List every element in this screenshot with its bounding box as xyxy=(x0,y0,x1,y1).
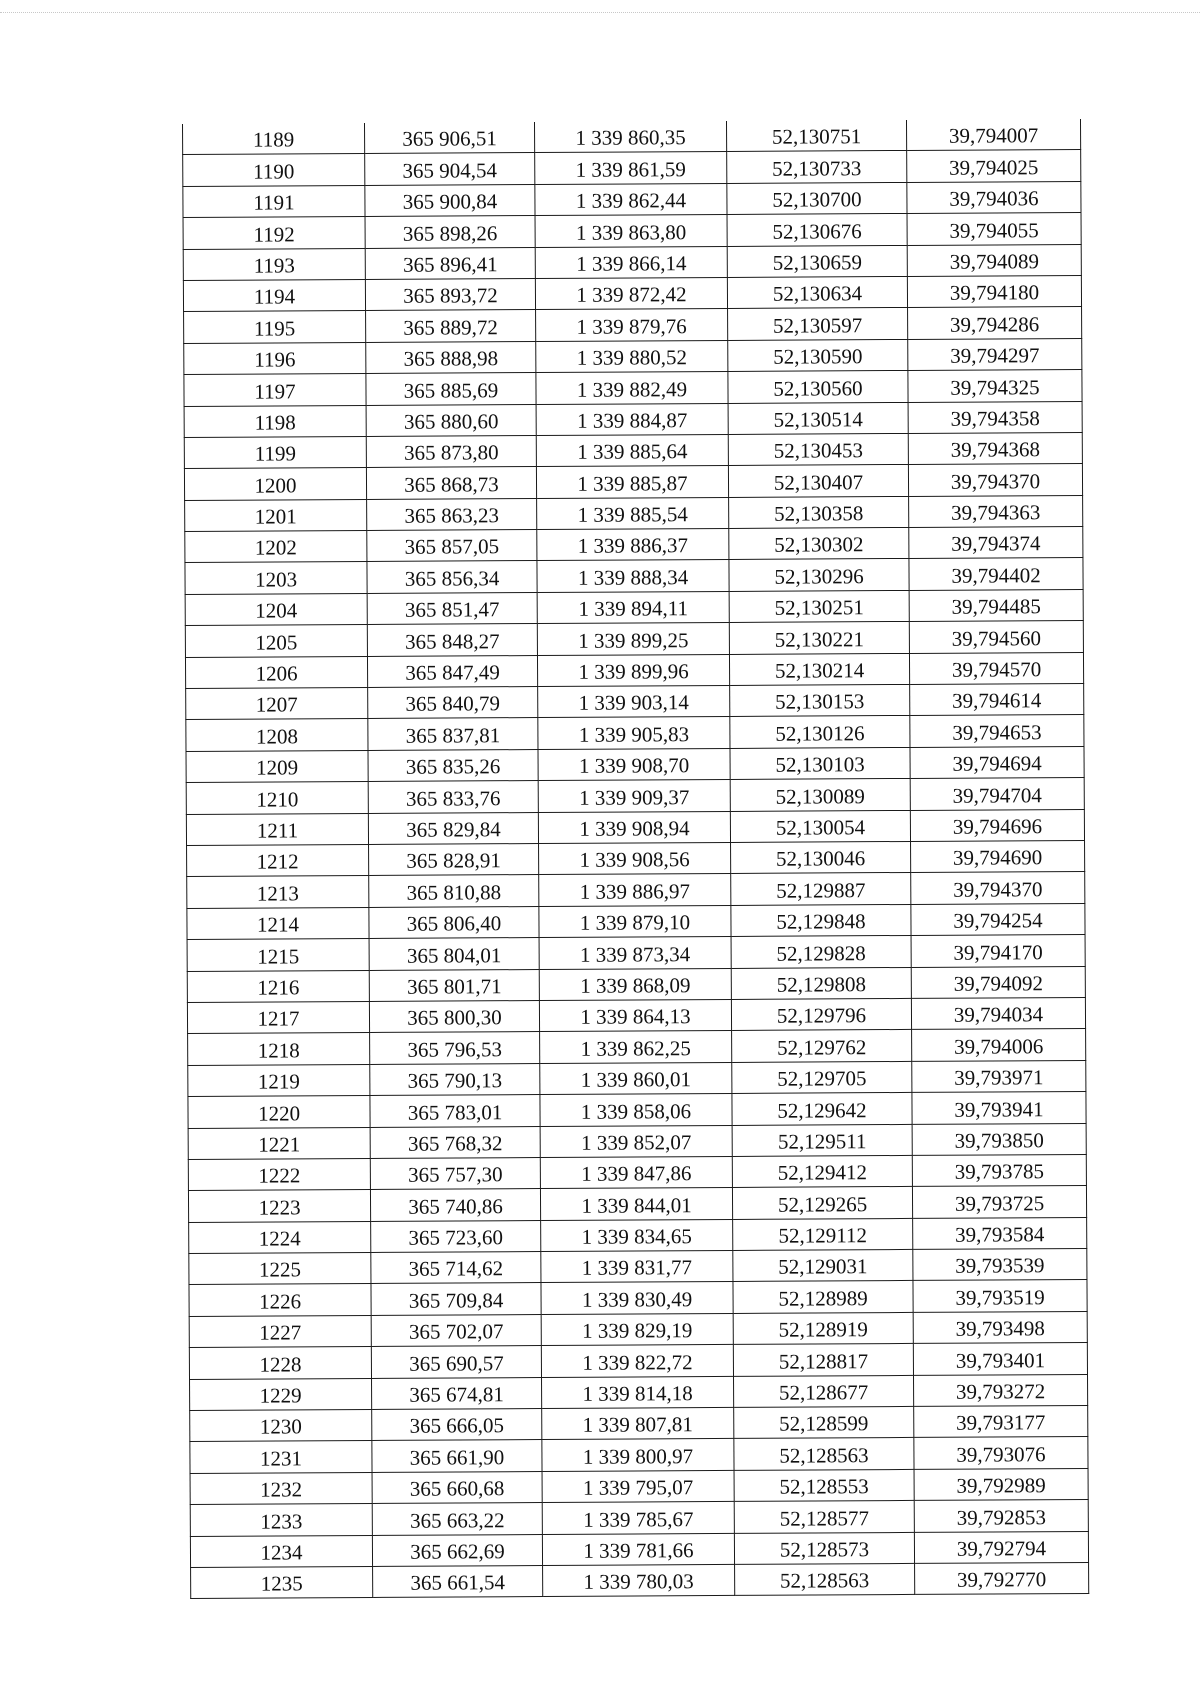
longitude-cell: 39,794180 xyxy=(907,275,1081,307)
table-row xyxy=(185,558,1083,594)
x-coordinate-cell: 365 889,72 xyxy=(366,310,536,342)
x-coordinate-cell: 365 801,71 xyxy=(369,969,539,1001)
longitude-cell: 39,793941 xyxy=(912,1092,1086,1124)
x-coordinate-cell: 365 709,84 xyxy=(371,1283,541,1315)
y-coordinate-cell: 1 339 814,18 xyxy=(542,1376,734,1408)
y-coordinate-cell: 1 339 847,86 xyxy=(540,1156,732,1188)
y-coordinate-cell: 1 339 862,44 xyxy=(535,183,727,215)
point-number-cell: 1191 xyxy=(183,185,365,217)
table-row xyxy=(185,495,1083,531)
latitude-cell: 52,129762 xyxy=(732,1030,912,1062)
point-number-cell: 1192 xyxy=(183,217,365,249)
latitude-cell: 52,128563 xyxy=(735,1563,915,1595)
x-coordinate-cell: 365 896,41 xyxy=(365,247,535,279)
longitude-cell: 39,794297 xyxy=(908,338,1082,370)
table-row xyxy=(185,589,1083,625)
latitude-cell: 52,129112 xyxy=(733,1218,913,1250)
y-coordinate-cell: 1 339 781,66 xyxy=(542,1533,734,1565)
point-number-cell: 1209 xyxy=(186,750,368,782)
table-row xyxy=(183,275,1081,311)
table-row xyxy=(183,244,1081,280)
latitude-cell: 52,130634 xyxy=(727,276,907,308)
y-coordinate-cell: 1 339 785,67 xyxy=(542,1502,734,1534)
y-coordinate-cell: 1 339 831,77 xyxy=(541,1251,733,1283)
x-coordinate-cell: 365 840,79 xyxy=(368,687,538,719)
y-coordinate-cell: 1 339 873,34 xyxy=(539,937,731,969)
table-row xyxy=(187,997,1085,1033)
longitude-cell: 39,794170 xyxy=(911,935,1085,967)
longitude-cell: 39,794286 xyxy=(908,307,1082,339)
y-coordinate-cell: 1 339 884,87 xyxy=(536,403,728,435)
longitude-cell: 39,794570 xyxy=(909,652,1083,684)
point-number-cell: 1231 xyxy=(190,1441,372,1473)
longitude-cell: 39,793971 xyxy=(912,1060,1086,1092)
y-coordinate-cell: 1 339 780,03 xyxy=(543,1564,735,1596)
latitude-cell: 52,129265 xyxy=(732,1187,912,1219)
table-row xyxy=(190,1531,1088,1567)
longitude-cell: 39,793498 xyxy=(913,1311,1087,1343)
longitude-cell: 39,793177 xyxy=(914,1405,1088,1437)
latitude-cell: 52,128817 xyxy=(733,1344,913,1376)
longitude-cell: 39,794370 xyxy=(908,464,1082,496)
longitude-cell: 39,793584 xyxy=(913,1217,1087,1249)
x-coordinate-cell: 365 888,98 xyxy=(366,341,536,373)
point-number-cell: 1234 xyxy=(190,1535,372,1567)
longitude-cell: 39,793785 xyxy=(912,1154,1086,1186)
x-coordinate-cell: 365 661,54 xyxy=(373,1565,543,1597)
table-row xyxy=(184,370,1082,406)
longitude-cell: 39,792853 xyxy=(914,1500,1088,1532)
table-row xyxy=(186,715,1084,751)
longitude-cell: 39,794560 xyxy=(909,621,1083,653)
x-coordinate-cell: 365 856,34 xyxy=(367,561,537,593)
x-coordinate-cell: 365 837,81 xyxy=(368,718,538,750)
longitude-cell: 39,794694 xyxy=(910,746,1084,778)
y-coordinate-cell: 1 339 885,54 xyxy=(537,497,729,529)
latitude-cell: 52,130514 xyxy=(728,402,908,434)
y-coordinate-cell: 1 339 860,01 xyxy=(540,1062,732,1094)
x-coordinate-cell: 365 900,84 xyxy=(365,184,535,216)
x-coordinate-cell: 365 848,27 xyxy=(367,624,537,656)
y-coordinate-cell: 1 339 863,80 xyxy=(535,215,727,247)
latitude-cell: 52,130590 xyxy=(728,339,908,371)
longitude-cell: 39,794254 xyxy=(911,903,1085,935)
x-coordinate-cell: 365 768,32 xyxy=(370,1126,540,1158)
point-number-cell: 1223 xyxy=(188,1190,370,1222)
y-coordinate-cell: 1 339 822,72 xyxy=(541,1345,733,1377)
point-number-cell: 1195 xyxy=(184,311,366,343)
latitude-cell: 52,130751 xyxy=(726,120,906,152)
point-number-cell: 1202 xyxy=(185,531,367,563)
longitude-cell: 39,794368 xyxy=(908,432,1082,464)
x-coordinate-cell: 365 690,57 xyxy=(371,1346,541,1378)
latitude-cell: 52,130302 xyxy=(729,528,909,560)
y-coordinate-cell: 1 339 886,97 xyxy=(539,874,731,906)
latitude-cell: 52,130221 xyxy=(729,622,909,654)
table-row xyxy=(187,903,1085,939)
table-row xyxy=(185,621,1083,657)
coordinates-table xyxy=(182,119,1089,1599)
table-row xyxy=(186,684,1084,720)
longitude-cell: 39,794485 xyxy=(909,589,1083,621)
y-coordinate-cell: 1 339 862,25 xyxy=(540,1031,732,1063)
point-number-cell: 1205 xyxy=(185,625,367,657)
point-number-cell: 1221 xyxy=(188,1127,370,1159)
longitude-cell: 39,794402 xyxy=(909,558,1083,590)
longitude-cell: 39,794363 xyxy=(909,495,1083,527)
latitude-cell: 52,129848 xyxy=(731,904,911,936)
latitude-cell: 52,129642 xyxy=(732,1093,912,1125)
y-coordinate-cell: 1 339 908,94 xyxy=(538,811,730,843)
latitude-cell: 52,130126 xyxy=(730,716,910,748)
x-coordinate-cell: 365 833,76 xyxy=(368,781,538,813)
point-number-cell: 1224 xyxy=(189,1221,371,1253)
y-coordinate-cell: 1 339 844,01 xyxy=(540,1188,732,1220)
latitude-cell: 52,130103 xyxy=(730,747,910,779)
y-coordinate-cell: 1 339 882,49 xyxy=(536,372,728,404)
x-coordinate-cell: 365 873,80 xyxy=(366,435,536,467)
table-row xyxy=(188,1092,1086,1128)
longitude-cell: 39,793725 xyxy=(912,1186,1086,1218)
point-number-cell: 1222 xyxy=(188,1158,370,1190)
point-number-cell: 1216 xyxy=(187,970,369,1002)
longitude-cell: 39,792770 xyxy=(915,1562,1089,1594)
table-row xyxy=(187,935,1085,971)
y-coordinate-cell: 1 339 866,14 xyxy=(535,246,727,278)
longitude-cell: 39,793519 xyxy=(913,1280,1087,1312)
point-number-cell: 1228 xyxy=(189,1347,371,1379)
point-number-cell: 1225 xyxy=(189,1253,371,1285)
x-coordinate-cell: 365 810,88 xyxy=(369,875,539,907)
y-coordinate-cell: 1 339 880,52 xyxy=(536,340,728,372)
latitude-cell: 52,128563 xyxy=(734,1438,914,1470)
latitude-cell: 52,130700 xyxy=(727,182,907,214)
x-coordinate-cell: 365 904,54 xyxy=(365,153,535,185)
table-row xyxy=(187,966,1085,1002)
x-coordinate-cell: 365 806,40 xyxy=(369,906,539,938)
table-row xyxy=(189,1311,1087,1347)
longitude-cell: 39,794704 xyxy=(910,778,1084,810)
x-coordinate-cell: 365 674,81 xyxy=(372,1377,542,1409)
y-coordinate-cell: 1 339 852,07 xyxy=(540,1125,732,1157)
longitude-cell: 39,794653 xyxy=(910,715,1084,747)
longitude-cell: 39,793850 xyxy=(912,1123,1086,1155)
y-coordinate-cell: 1 339 795,07 xyxy=(542,1470,734,1502)
point-number-cell: 1232 xyxy=(190,1472,372,1504)
scan-page-edge xyxy=(0,12,1200,13)
point-number-cell: 1203 xyxy=(185,562,367,594)
point-number-cell: 1198 xyxy=(184,405,366,437)
x-coordinate-cell: 365 835,26 xyxy=(368,749,538,781)
latitude-cell: 52,130054 xyxy=(730,810,910,842)
latitude-cell: 52,130407 xyxy=(728,465,908,497)
x-coordinate-cell: 365 723,60 xyxy=(371,1220,541,1252)
table-row xyxy=(182,119,1080,155)
latitude-cell: 52,128989 xyxy=(733,1281,913,1313)
point-number-cell: 1197 xyxy=(184,374,366,406)
point-number-cell: 1208 xyxy=(186,719,368,751)
table-row xyxy=(185,527,1083,563)
table-row xyxy=(188,1154,1086,1190)
x-coordinate-cell: 365 660,68 xyxy=(372,1471,542,1503)
point-number-cell: 1193 xyxy=(183,248,365,280)
table-row xyxy=(191,1562,1089,1598)
longitude-cell: 39,794025 xyxy=(907,150,1081,182)
x-coordinate-cell: 365 893,72 xyxy=(365,278,535,310)
x-coordinate-cell: 365 847,49 xyxy=(367,655,537,687)
longitude-cell: 39,793272 xyxy=(913,1374,1087,1406)
y-coordinate-cell: 1 339 888,34 xyxy=(537,560,729,592)
table-row xyxy=(186,778,1084,814)
point-number-cell: 1217 xyxy=(187,1001,369,1033)
y-coordinate-cell: 1 339 885,87 xyxy=(536,466,728,498)
table-row xyxy=(183,150,1081,186)
y-coordinate-cell: 1 339 861,59 xyxy=(535,152,727,184)
latitude-cell: 52,130453 xyxy=(728,433,908,465)
point-number-cell: 1229 xyxy=(190,1378,372,1410)
y-coordinate-cell: 1 339 899,25 xyxy=(537,623,729,655)
latitude-cell: 52,130046 xyxy=(731,841,911,873)
latitude-cell: 52,130676 xyxy=(727,214,907,246)
x-coordinate-cell: 365 868,73 xyxy=(366,467,536,499)
longitude-cell: 39,794034 xyxy=(911,997,1085,1029)
latitude-cell: 52,128577 xyxy=(734,1501,914,1533)
latitude-cell: 52,129031 xyxy=(733,1249,913,1281)
latitude-cell: 52,128919 xyxy=(733,1312,913,1344)
longitude-cell: 39,794374 xyxy=(909,527,1083,559)
table-row xyxy=(185,652,1083,688)
longitude-cell: 39,794325 xyxy=(908,370,1082,402)
point-number-cell: 1220 xyxy=(188,1096,370,1128)
longitude-cell: 39,793401 xyxy=(913,1343,1087,1375)
point-number-cell: 1196 xyxy=(184,342,366,374)
table-row xyxy=(184,464,1082,500)
x-coordinate-cell: 365 740,86 xyxy=(370,1189,540,1221)
latitude-cell: 52,130560 xyxy=(728,371,908,403)
longitude-cell: 39,794696 xyxy=(910,809,1084,841)
y-coordinate-cell: 1 339 908,56 xyxy=(539,842,731,874)
latitude-cell: 52,128573 xyxy=(734,1532,914,1564)
latitude-cell: 52,130153 xyxy=(730,684,910,716)
point-number-cell: 1235 xyxy=(191,1566,373,1598)
table-row xyxy=(189,1343,1087,1379)
x-coordinate-cell: 365 661,90 xyxy=(372,1440,542,1472)
table-row xyxy=(186,746,1084,782)
point-number-cell: 1215 xyxy=(187,939,369,971)
table-row xyxy=(190,1500,1088,1536)
table-row xyxy=(190,1405,1088,1441)
latitude-cell: 52,129796 xyxy=(731,998,911,1030)
longitude-cell: 39,794092 xyxy=(911,966,1085,998)
table-row xyxy=(190,1468,1088,1504)
x-coordinate-cell: 365 885,69 xyxy=(366,373,536,405)
point-number-cell: 1230 xyxy=(190,1409,372,1441)
longitude-cell: 39,794006 xyxy=(912,1029,1086,1061)
y-coordinate-cell: 1 339 899,96 xyxy=(537,654,729,686)
table-row xyxy=(184,432,1082,468)
latitude-cell: 52,130089 xyxy=(730,779,910,811)
longitude-cell: 39,794370 xyxy=(911,872,1085,904)
point-number-cell: 1201 xyxy=(185,499,367,531)
point-number-cell: 1190 xyxy=(183,154,365,186)
x-coordinate-cell: 365 851,47 xyxy=(367,592,537,624)
point-number-cell: 1199 xyxy=(184,436,366,468)
latitude-cell: 52,130296 xyxy=(729,559,909,591)
x-coordinate-cell: 365 663,22 xyxy=(372,1503,542,1535)
point-number-cell: 1219 xyxy=(188,1064,370,1096)
y-coordinate-cell: 1 339 879,76 xyxy=(536,309,728,341)
point-number-cell: 1207 xyxy=(186,688,368,720)
table-row xyxy=(184,338,1082,374)
x-coordinate-cell: 365 828,91 xyxy=(369,844,539,876)
latitude-cell: 52,130733 xyxy=(727,151,907,183)
y-coordinate-cell: 1 339 864,13 xyxy=(539,999,731,1031)
y-coordinate-cell: 1 339 800,97 xyxy=(542,1439,734,1471)
coordinates-table-body xyxy=(182,119,1088,1599)
latitude-cell: 52,129511 xyxy=(732,1124,912,1156)
longitude-cell: 39,792989 xyxy=(914,1468,1088,1500)
table-row xyxy=(187,872,1085,908)
longitude-cell: 39,794614 xyxy=(910,684,1084,716)
y-coordinate-cell: 1 339 830,49 xyxy=(541,1282,733,1314)
table-row xyxy=(187,840,1085,876)
y-coordinate-cell: 1 339 858,06 xyxy=(540,1094,732,1126)
table-row xyxy=(190,1437,1088,1473)
longitude-cell: 39,794358 xyxy=(908,401,1082,433)
latitude-cell: 52,129887 xyxy=(731,873,911,905)
y-coordinate-cell: 1 339 829,19 xyxy=(541,1313,733,1345)
point-number-cell: 1212 xyxy=(187,844,369,876)
y-coordinate-cell: 1 339 909,37 xyxy=(538,780,730,812)
x-coordinate-cell: 365 863,23 xyxy=(367,498,537,530)
point-number-cell: 1227 xyxy=(189,1315,371,1347)
point-number-cell: 1211 xyxy=(186,813,368,845)
table-row xyxy=(188,1123,1086,1159)
longitude-cell: 39,794089 xyxy=(907,244,1081,276)
point-number-cell: 1210 xyxy=(186,782,368,814)
latitude-cell: 52,130251 xyxy=(729,590,909,622)
y-coordinate-cell: 1 339 879,10 xyxy=(539,905,731,937)
point-number-cell: 1214 xyxy=(187,907,369,939)
table-row xyxy=(188,1060,1086,1096)
x-coordinate-cell: 365 804,01 xyxy=(369,938,539,970)
x-coordinate-cell: 365 800,30 xyxy=(369,1000,539,1032)
table-row xyxy=(190,1374,1088,1410)
point-number-cell: 1233 xyxy=(190,1504,372,1536)
y-coordinate-cell: 1 339 885,64 xyxy=(536,434,728,466)
x-coordinate-cell: 365 857,05 xyxy=(367,530,537,562)
latitude-cell: 52,129828 xyxy=(731,936,911,968)
x-coordinate-cell: 365 666,05 xyxy=(372,1409,542,1441)
latitude-cell: 52,129808 xyxy=(731,967,911,999)
y-coordinate-cell: 1 339 860,35 xyxy=(534,121,726,153)
x-coordinate-cell: 365 796,53 xyxy=(370,1032,540,1064)
table-row xyxy=(184,307,1082,343)
latitude-cell: 52,130659 xyxy=(727,245,907,277)
point-number-cell: 1194 xyxy=(183,279,365,311)
y-coordinate-cell: 1 339 834,65 xyxy=(541,1219,733,1251)
table-row xyxy=(189,1249,1087,1285)
y-coordinate-cell: 1 339 905,83 xyxy=(538,717,730,749)
point-number-cell: 1226 xyxy=(189,1284,371,1316)
y-coordinate-cell: 1 339 908,70 xyxy=(538,748,730,780)
latitude-cell: 52,128677 xyxy=(734,1375,914,1407)
longitude-cell: 39,794690 xyxy=(911,840,1085,872)
x-coordinate-cell: 365 829,84 xyxy=(368,812,538,844)
table-row xyxy=(189,1280,1087,1316)
point-number-cell: 1206 xyxy=(185,656,367,688)
x-coordinate-cell: 365 714,62 xyxy=(371,1252,541,1284)
longitude-cell: 39,794007 xyxy=(906,119,1080,151)
x-coordinate-cell: 365 662,69 xyxy=(372,1534,542,1566)
point-number-cell: 1204 xyxy=(185,593,367,625)
x-coordinate-cell: 365 702,07 xyxy=(371,1314,541,1346)
table-row xyxy=(186,809,1084,845)
table-row xyxy=(188,1186,1086,1222)
longitude-cell: 39,792794 xyxy=(914,1531,1088,1563)
latitude-cell: 52,129705 xyxy=(732,1061,912,1093)
point-number-cell: 1213 xyxy=(187,876,369,908)
table-row xyxy=(183,181,1081,217)
y-coordinate-cell: 1 339 903,14 xyxy=(538,685,730,717)
y-coordinate-cell: 1 339 868,09 xyxy=(539,968,731,1000)
x-coordinate-cell: 365 898,26 xyxy=(365,216,535,248)
table-row xyxy=(188,1029,1086,1065)
longitude-cell: 39,794036 xyxy=(907,181,1081,213)
y-coordinate-cell: 1 339 807,81 xyxy=(542,1407,734,1439)
longitude-cell: 39,793076 xyxy=(914,1437,1088,1469)
x-coordinate-cell: 365 757,30 xyxy=(370,1157,540,1189)
y-coordinate-cell: 1 339 894,11 xyxy=(537,591,729,623)
table-row xyxy=(184,401,1082,437)
latitude-cell: 52,130358 xyxy=(729,496,909,528)
x-coordinate-cell: 365 906,51 xyxy=(364,122,534,154)
longitude-cell: 39,794055 xyxy=(907,213,1081,245)
point-number-cell: 1189 xyxy=(182,123,364,155)
longitude-cell: 39,793539 xyxy=(913,1249,1087,1281)
y-coordinate-cell: 1 339 872,42 xyxy=(535,277,727,309)
table-row xyxy=(183,213,1081,249)
table-row xyxy=(189,1217,1087,1253)
x-coordinate-cell: 365 790,13 xyxy=(370,1063,540,1095)
latitude-cell: 52,130597 xyxy=(728,308,908,340)
latitude-cell: 52,128553 xyxy=(734,1469,914,1501)
point-number-cell: 1200 xyxy=(184,468,366,500)
latitude-cell: 52,129412 xyxy=(732,1155,912,1187)
latitude-cell: 52,130214 xyxy=(729,653,909,685)
x-coordinate-cell: 365 880,60 xyxy=(366,404,536,436)
y-coordinate-cell: 1 339 886,37 xyxy=(537,529,729,561)
point-number-cell: 1218 xyxy=(188,1033,370,1065)
latitude-cell: 52,128599 xyxy=(734,1406,914,1438)
x-coordinate-cell: 365 783,01 xyxy=(370,1095,540,1127)
